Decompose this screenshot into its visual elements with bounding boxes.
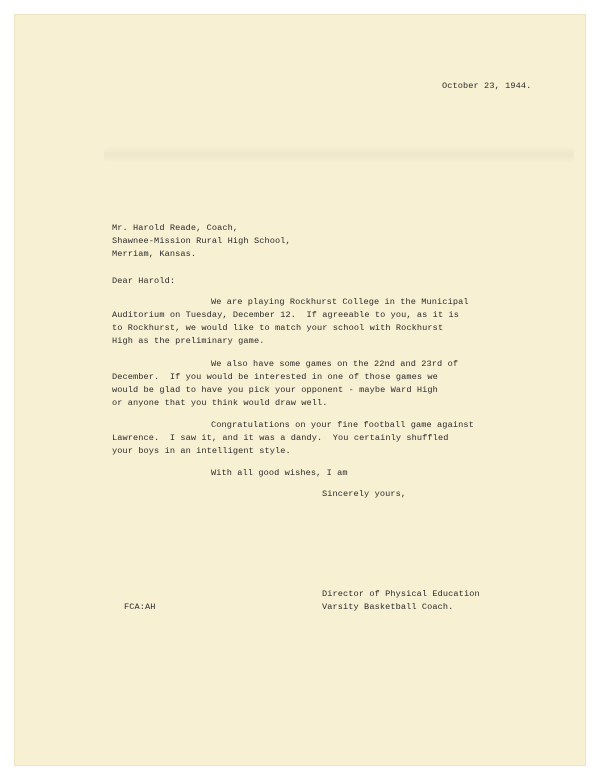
address-line-3: Merriam, Kansas.: [112, 249, 197, 259]
signature-title-line-2: Varsity Basketball Coach.: [322, 602, 454, 612]
address-line-2: Shawnee-Mission Rural High School,: [112, 236, 291, 246]
paragraph-2-line-1: We also have some games on the 22nd and 23rd of: [211, 359, 459, 369]
paragraph-1-line-4: High as the preliminary game.: [112, 336, 265, 346]
reference-initials: FCA:AH: [124, 602, 156, 612]
paragraph-1-line-1: We are playing Rockhurst College in the Municipal: [211, 297, 469, 307]
paragraph-3-line-2: Lawrence. I saw it, and it was a dandy. You certainly shuffled: [112, 433, 449, 443]
paragraph-3-line-3: your boys in an intelligent style.: [112, 446, 291, 456]
paragraph-2-line-4: or anyone that you think would draw well.: [112, 398, 328, 408]
salutation: Dear Harold:: [112, 276, 176, 286]
address-line-1: Mr. Harold Reade, Coach,: [112, 223, 239, 233]
paragraph-1-line-3: to Rockhurst, we would like to match your school with Rockhurst: [112, 323, 444, 333]
signature-title-line-1: Director of Physical Education: [322, 589, 480, 599]
paragraph-2-line-3: would be glad to have you pick your opponent - maybe Ward High: [112, 385, 438, 395]
letter-date: October 23, 1944.: [442, 81, 532, 91]
wishes-line: With all good wishes, I am: [211, 468, 348, 478]
paragraph-2-line-2: December. If you would be interested in one of those games we: [112, 372, 438, 382]
paper-smudge: [104, 146, 574, 164]
paragraph-3-line-1: Congratulations on your fine football game against: [211, 420, 474, 430]
letter-page: [14, 14, 586, 766]
paragraph-1-line-2: Auditorium on Tuesday, December 12. If agreeable to you, as it is: [112, 310, 459, 320]
closing: Sincerely yours,: [322, 489, 407, 499]
